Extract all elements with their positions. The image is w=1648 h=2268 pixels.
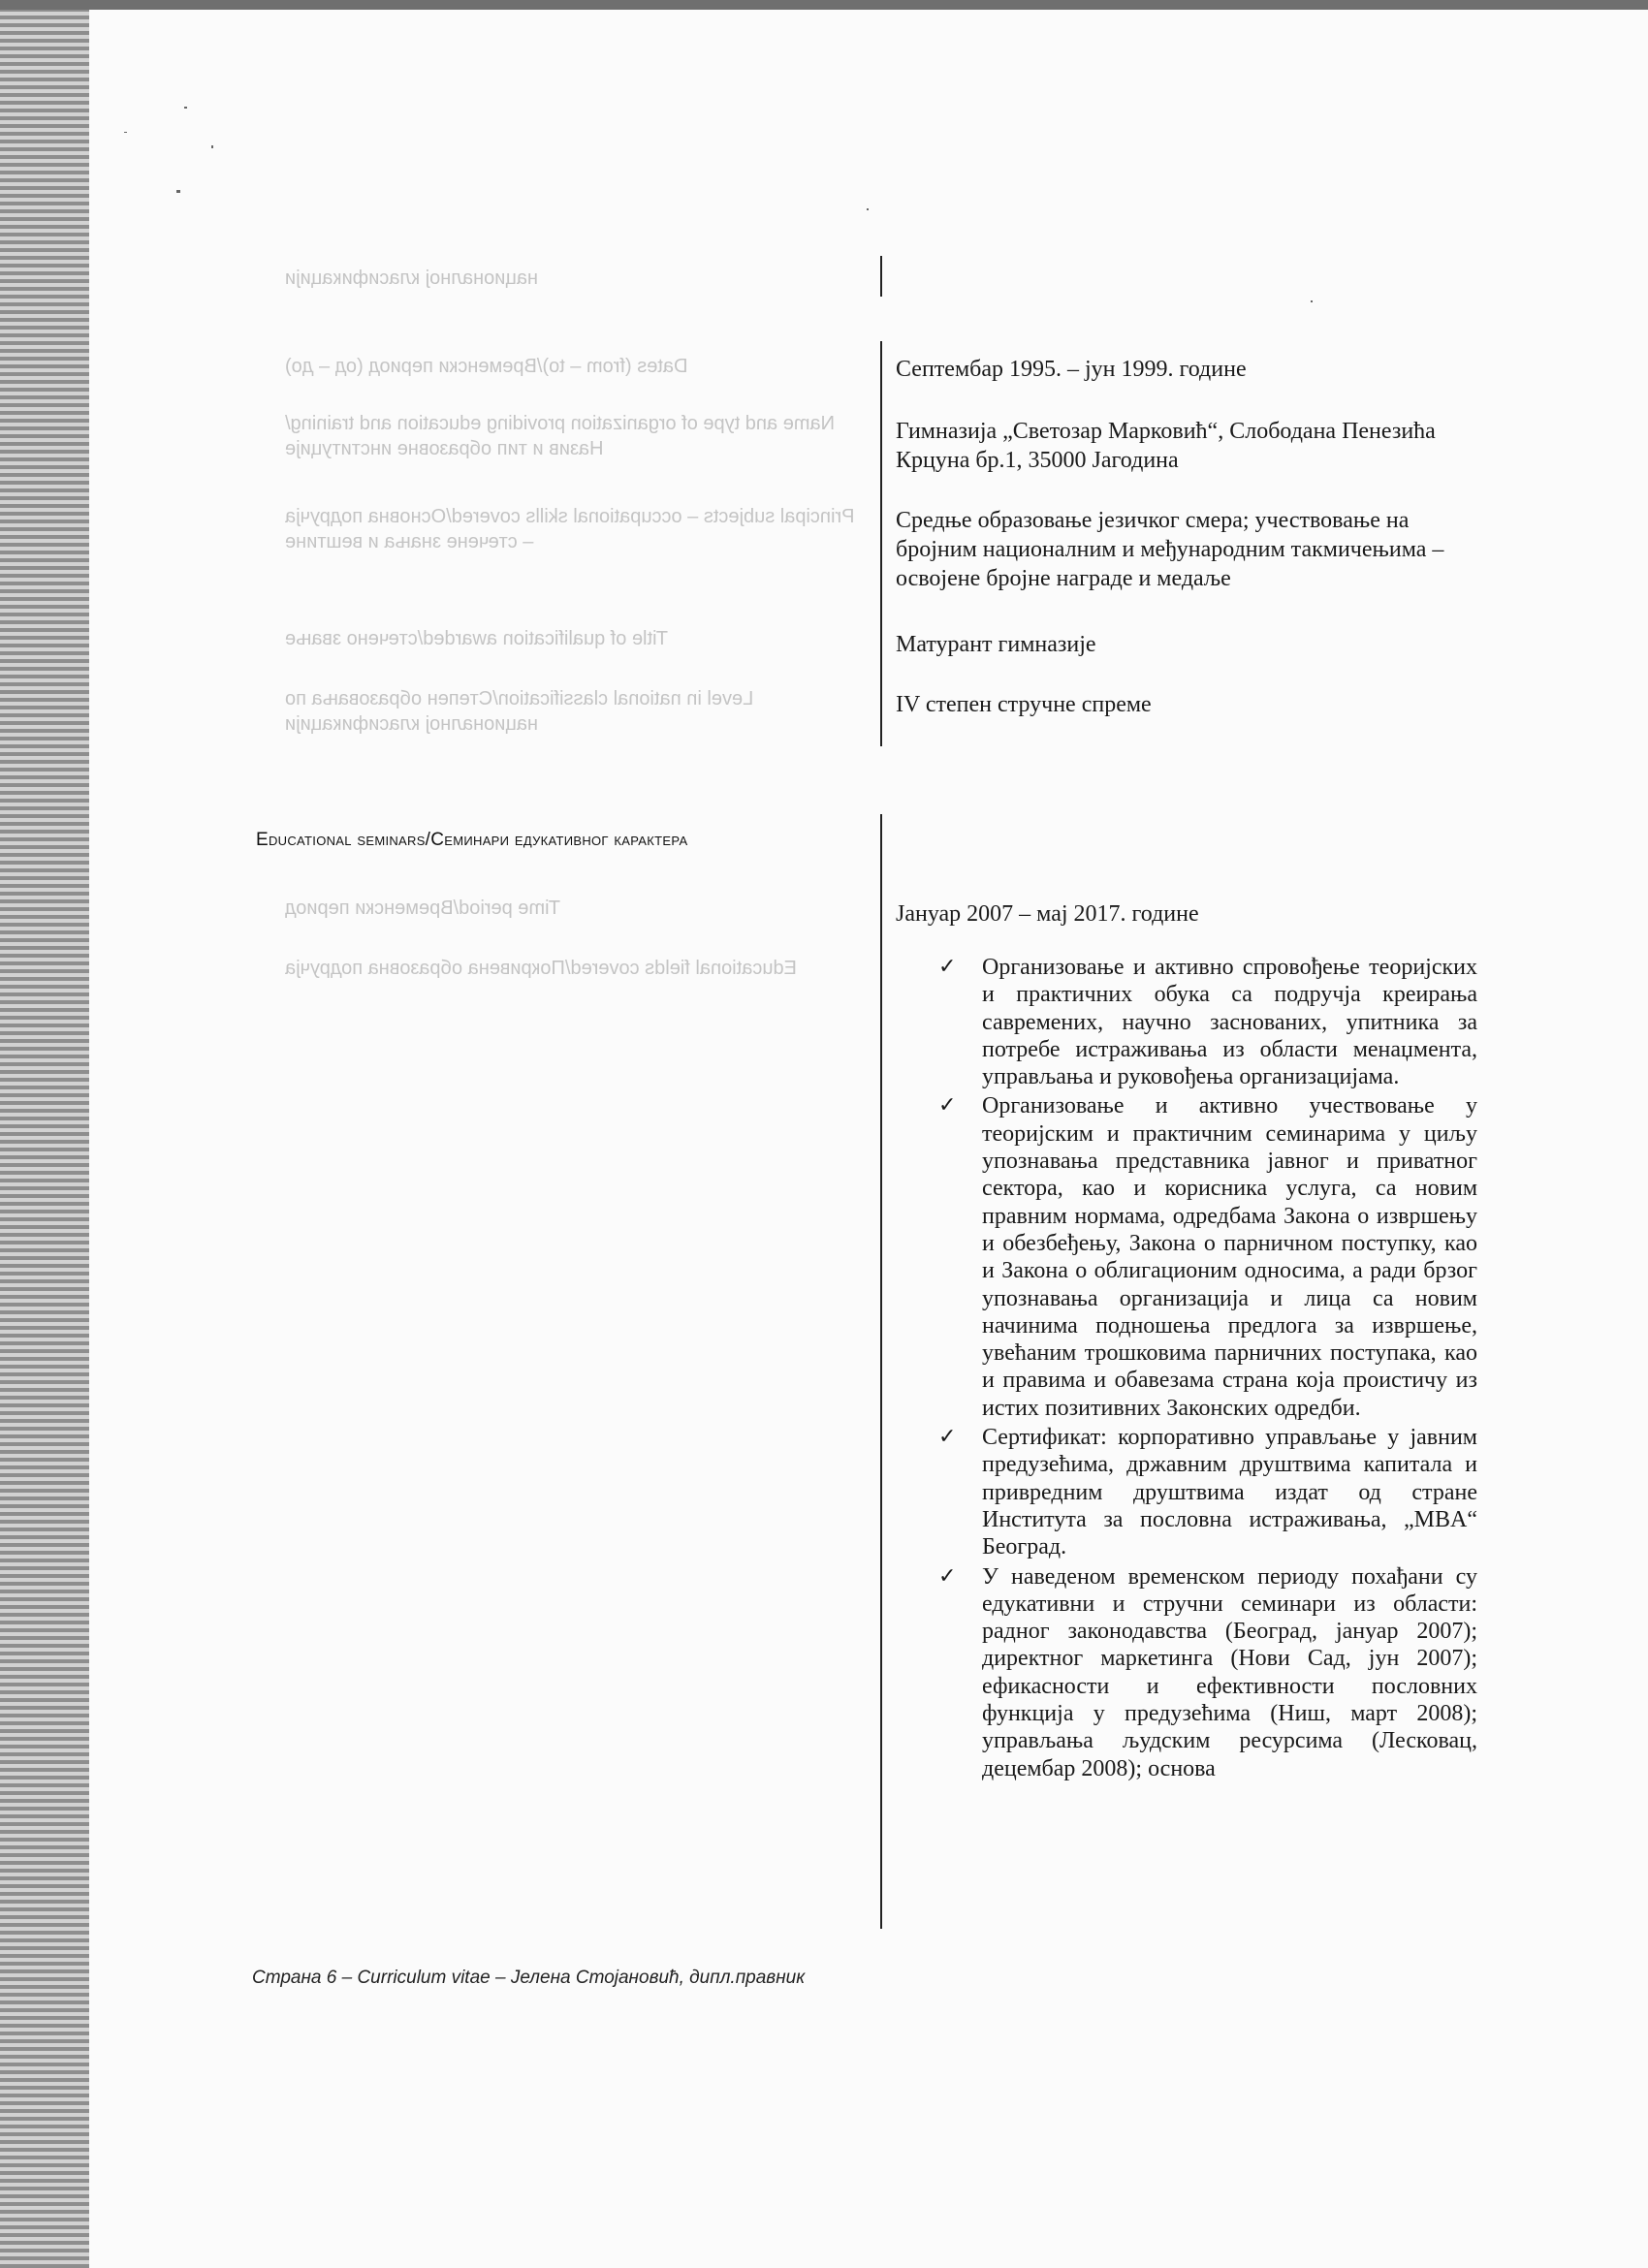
label-time-period: Time period/Временски период xyxy=(285,898,560,919)
scan-top-edge xyxy=(0,0,1648,10)
education-level: IV степен стручне спреме xyxy=(896,692,1152,717)
checkmark-icon: ✓ xyxy=(938,1563,957,1589)
label-subjects: Principal subjects – occupational skills covered/Основна подручја – стечене знања и вештине xyxy=(285,506,855,552)
label-orphan: националној класификацији xyxy=(285,268,539,289)
page-footer: Страна 6 – Curriculum vitae – Јелена Стојановић, дипл.правник xyxy=(252,1968,806,1988)
seminars-list xyxy=(938,954,1477,1782)
speck xyxy=(124,132,127,133)
speck xyxy=(867,208,869,210)
label-organization: Name and type of organization providing education and training/Назив и тип образовне институције xyxy=(285,413,836,459)
speck xyxy=(1311,300,1313,302)
speck xyxy=(176,190,180,193)
label-dates: Dates (from – to)/Временски период (од – до) xyxy=(285,356,688,377)
label-fields: Educational fields covered/Покривена образовна подручја xyxy=(285,958,797,979)
list-item: ✓ Организовање и активно спровођење теоријских и практичних обука са подручја креирања савремених, научно заснованих, упитника за потребе истраживања из области менаџмента, управљања и руковођења организацијама. xyxy=(938,955,1477,1090)
column-divider-top xyxy=(880,256,882,297)
scan-edge-stripes xyxy=(0,0,89,2268)
seminars-period: Јануар 2007 – мај 2017. године xyxy=(896,901,1199,927)
speck xyxy=(211,145,213,148)
checkmark-icon: ✓ xyxy=(938,955,957,979)
list-item: ✓ Организовање и активно учествовање у теоријским и практичним семинарима у циљу упознавања представника јавног и приватног сектора, као и корисника услуга, са новим правним нормама, одредбама Закона о извршењу и обезбеђењу, Закона о парничном поступку, као и Закона о облигационим односима, а ради брзог упознавања организација и лица са новим начинима подношења предлога за извршење, увећаним трошковима парничних поступака, као и правима и обавезама страна која проистичу из истих позитивних Законских одредби. xyxy=(938,1093,1477,1421)
checkmark-icon: ✓ xyxy=(938,1425,957,1450)
education-qualification: Матурант гимназије xyxy=(896,632,1096,657)
column-divider-education xyxy=(880,341,882,746)
checkmark-icon: ✓ xyxy=(938,1093,957,1118)
label-level: Level in national classification/Степен образовања по националној класификацији xyxy=(285,688,754,735)
list-item: ✓ У наведеном временском периоду похађани су едукативни и стручни семинари из области: радног законодавства (Београд, јануар 2007); директног маркетинга (Нови Сад, јун 2007); ефикасности и ефективности пословних функција у предузећима (Ниш, март 2008); управљања људским ресурсима (Лесковац, децембар 2008); основа xyxy=(938,1563,1477,1781)
column-divider-seminars xyxy=(880,814,882,1929)
label-qualification: Title of qualification awarded/стечено звање xyxy=(285,628,669,649)
education-organization: Гимназија „Светозар Марковић“, Слободана Пенезића Крцуна бр.1, 35000 Јагодина xyxy=(896,419,1436,473)
speck xyxy=(184,107,187,109)
section-title-seminars: Educational seminars/Семинари едукативног карактера xyxy=(256,830,688,850)
education-subjects: Средње образовање језичког смера; учествовање на бројним националним и међународним такмичењима – освојене бројне награде и медаље xyxy=(896,508,1444,591)
education-dates: Септембар 1995. – јун 1999. године xyxy=(896,357,1247,382)
list-item: ✓ Сертификат: корпоративно управљање у јавним предузећима, државним друштвима капитала и привредним друштвима издат од стране Института за пословна истраживања, „MBA“ Београд. xyxy=(938,1425,1477,1560)
